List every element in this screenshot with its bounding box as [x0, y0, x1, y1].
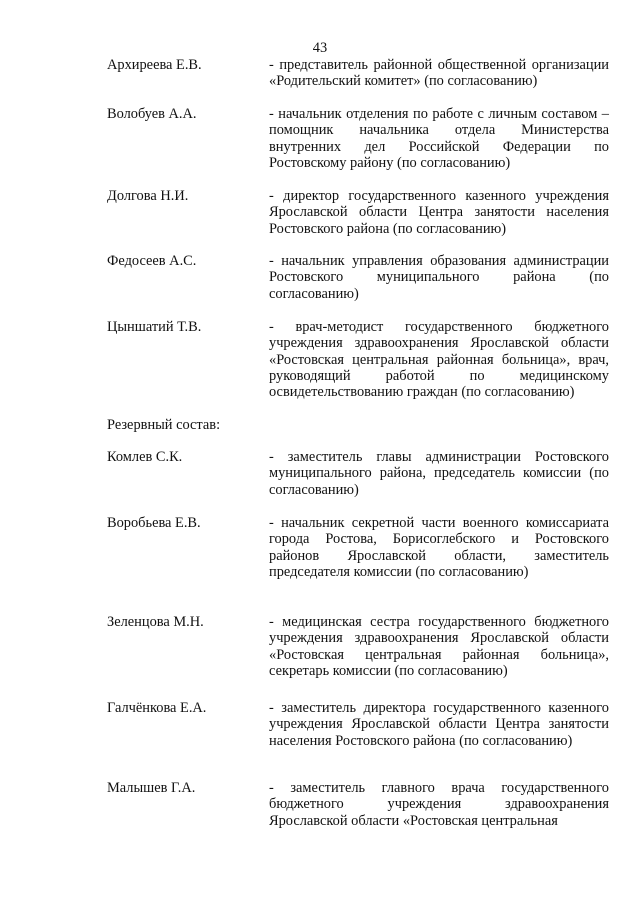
reserve-member-role: - начальник секретной части военного комиссариата города Ростова, Борисоглебского и Ростовского районов Ярославской области, заместитель председателя комиссии (по согласованию) [269, 515, 609, 580]
reserve-member-name: Зеленцова М.Н. [107, 614, 204, 630]
member-name: Архиреева Е.В. [107, 57, 202, 73]
reserve-member-role: - заместитель директора государственного казенного учреждения Ярославской области Центра занятости населения Ростовского района (по согласованию) [269, 700, 609, 749]
member-name: Федосеев А.С. [107, 253, 197, 269]
member-role: - представитель районной общественной организации «Родительский комитет» (по согласованию) [269, 57, 609, 90]
reserve-member-role: - заместитель главы администрации Ростовского муниципального района, председатель комиссии (по согласованию) [269, 449, 609, 498]
page-number: 43 [312, 40, 328, 56]
reserve-member-name: Воробьева Е.В. [107, 515, 201, 531]
reserve-member-name: Комлев С.К. [107, 449, 183, 465]
member-name: Долгова Н.И. [107, 188, 189, 204]
member-name: Цыншатий Т.В. [107, 319, 202, 335]
reserve-member-name: Галчёнкова Е.А. [107, 700, 207, 716]
reserve-member-name: Малышев Г.А. [107, 780, 196, 796]
member-name: Волобуев А.А. [107, 106, 197, 122]
member-role: - врач-методист государственного бюджетного учреждения здравоохранения Ярославской области «Ростовская центральная районная больница», врач, руководящий работой по медицинскому освидетельствованию граждан (по согласованию) [269, 319, 609, 401]
reserve-member-role: - заместитель главного врача государственного бюджетного учреждения здравоохранения Ярославской области «Ростовская центральная [269, 780, 609, 829]
member-role: - директор государственного казенного учреждения Ярославской области Центра занятости населения Ростовского района (по согласованию) [269, 188, 609, 237]
reserve-member-role: - медицинская сестра государственного бюджетного учреждения здравоохранения Ярославской области «Ростовская центральная районная больница», секретарь комиссии (по согласованию) [269, 614, 609, 679]
reserve-heading: Резервный состав: [107, 417, 221, 433]
member-role: - начальник управления образования администрации Ростовского муниципального района (по согласованию) [269, 253, 609, 302]
member-role: - начальник отделения по работе с личным составом – помощник начальника отдела Министерства внутренних дел Российской Федерации по Ростовскому району (по согласованию) [269, 106, 609, 171]
